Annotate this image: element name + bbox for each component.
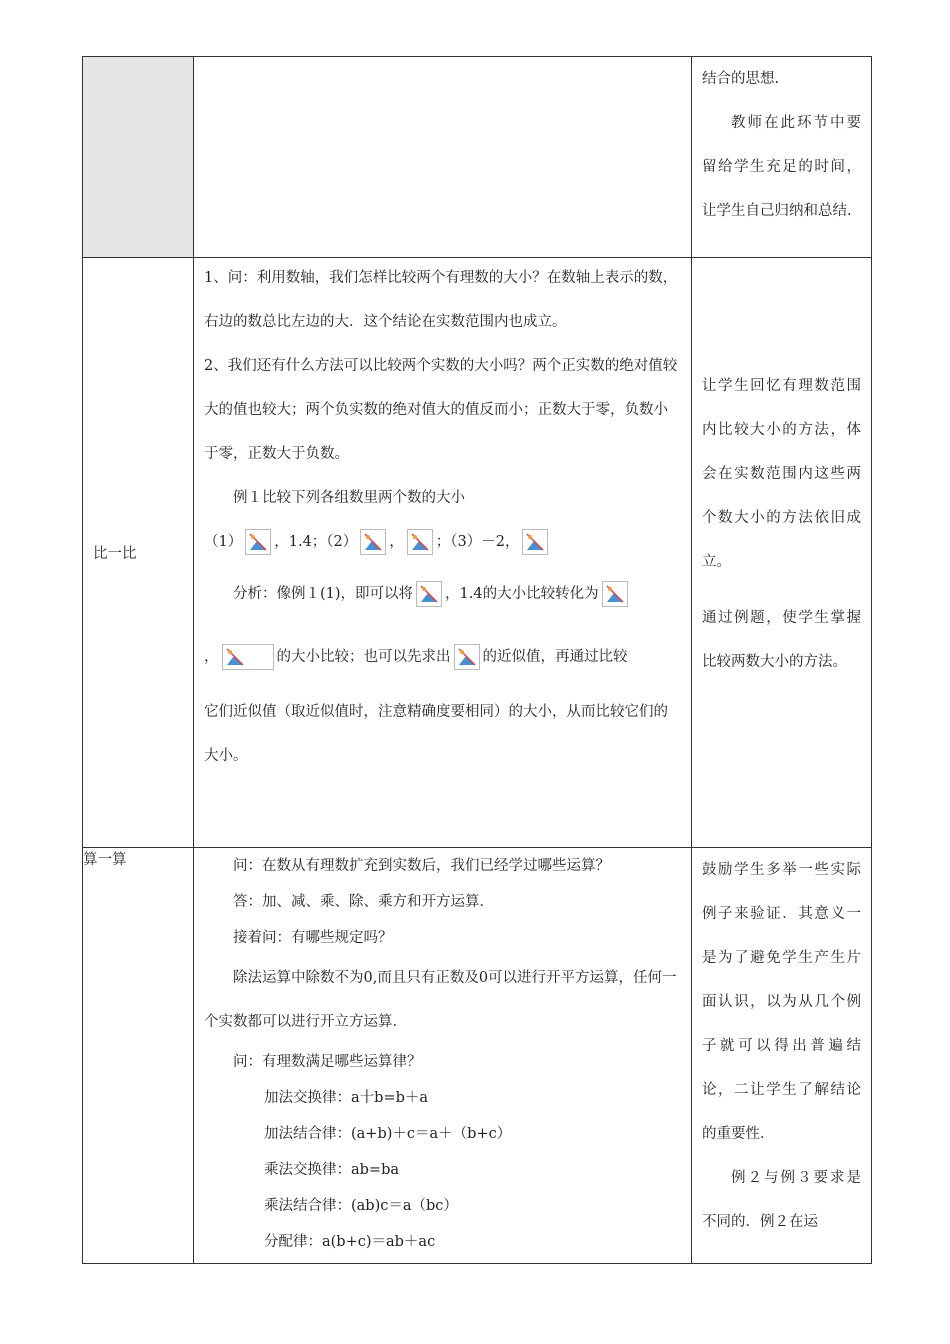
- question-2: 2、我们还有什么方法可以比较两个实数的大小吗？两个正实数的绝对值较大的值也较大；两个负实数的绝对值大的值反而小；正数大于零，负数小于零，正数大于负数。: [204, 358, 678, 462]
- formula-image-icon: [602, 581, 628, 607]
- formula-image-icon: [416, 581, 442, 607]
- law-line: 乘法结合律：(ab)c＝a（bc）: [264, 1198, 458, 1214]
- notes-cell: [692, 258, 872, 848]
- dialog-line: 问：在数从有理数扩充到实数后，我们已经学过哪些运算？: [233, 858, 610, 874]
- note-text: 例２与例３要求是不同的．例２在运: [702, 1170, 861, 1230]
- stage-label-text: 算一算: [83, 852, 127, 868]
- example-text: ，1.4；（2）: [274, 534, 358, 550]
- analysis-text: 分析：像例１(1)，即可以将: [233, 586, 414, 602]
- note-text: 鼓励学生多举一些实际例子来验证．其意义一是为了避免学生产生片面认识，以为从几个例子就可以得出普遍结论，二让学生了解结论的重要性．: [702, 862, 861, 1142]
- law-line: 乘法交换律：ab=ba: [264, 1162, 400, 1178]
- notes-cell: [692, 848, 872, 1264]
- formula-image-icon: [407, 529, 433, 555]
- analysis-line-3: 它们近似值（取近似值时，注意精确度要相同）的大小，从而比较它们的大小。: [204, 704, 668, 764]
- analysis-line-1: [194, 564, 691, 624]
- formula-image-icon: [222, 644, 274, 670]
- analysis-line-2: ， 的大小比较；也可以先求出 的近似值，再通过比较: [194, 624, 691, 690]
- stage-label-text: 比一比: [93, 546, 137, 562]
- formula-image-icon: [522, 529, 548, 555]
- dialog-line: 答：加、减、乘、除、乘方和开方运算．: [233, 894, 494, 910]
- table-row-calc: [83, 848, 872, 1264]
- content-cell: [194, 848, 692, 1264]
- law-line: 分配律：a(b+c)＝ab＋ac: [264, 1234, 436, 1250]
- note-text: 教师在此环节中要留给学生充足的时间，让学生自己归纳和总结.: [702, 115, 861, 219]
- law-line: 加法交换律：a十b=b＋a: [264, 1090, 429, 1106]
- note-text: 结合的思想.: [702, 71, 780, 87]
- table-row-compare: [83, 258, 872, 848]
- stage-label: [83, 848, 194, 1264]
- question-1: 1、问：利用数轴，我们怎样比较两个有理数的大小？在数轴上表示的数，右边的数总比左边的大．这个结论在实数范围内也成立。: [204, 270, 678, 330]
- formula-image-icon: [454, 644, 480, 670]
- dialog-line: 问：有理数满足哪些运算律？: [233, 1054, 422, 1070]
- formula-image-icon: [360, 529, 386, 555]
- law-line: 加法结合律：(a+b)＋c＝a＋（b+c）: [264, 1126, 512, 1142]
- example-text: ；（3）－2，: [435, 534, 520, 550]
- example-text: （1）: [204, 534, 243, 550]
- notes-cell: [692, 57, 872, 258]
- dialog-line: 接着问：有哪些规定吗？: [233, 930, 393, 946]
- formula-image-icon: [245, 529, 271, 555]
- note-text: 让学生回忆有理数范围内比较大小的方法，体会在实数范围内这些两个数大小的方法依旧成立。: [702, 378, 861, 570]
- example-items: [194, 520, 691, 564]
- note-text: 通过例题，使学生掌握比较两数大小的方法。: [702, 610, 861, 670]
- content-cell-empty: [194, 57, 692, 258]
- dialog-line: 除法运算中除数不为0,而且只有正数及0可以进行开平方运算，任何一个实数都可以进行开立方运算．: [204, 970, 677, 1030]
- analysis-text: ，1.4的大小比较转化为: [445, 586, 599, 602]
- stage-label: [83, 258, 194, 848]
- example-text: ，: [389, 534, 404, 550]
- lesson-table: [82, 56, 872, 1264]
- content-cell: [194, 258, 692, 848]
- stage-cell-empty: [83, 57, 194, 258]
- analysis-text: 的大小比较；也可以先求出: [276, 649, 451, 665]
- table-row-continued: [83, 57, 872, 258]
- example-title: 例１比较下列各组数里两个数的大小: [233, 490, 465, 506]
- analysis-text: 的近似值，再通过比较: [482, 649, 628, 665]
